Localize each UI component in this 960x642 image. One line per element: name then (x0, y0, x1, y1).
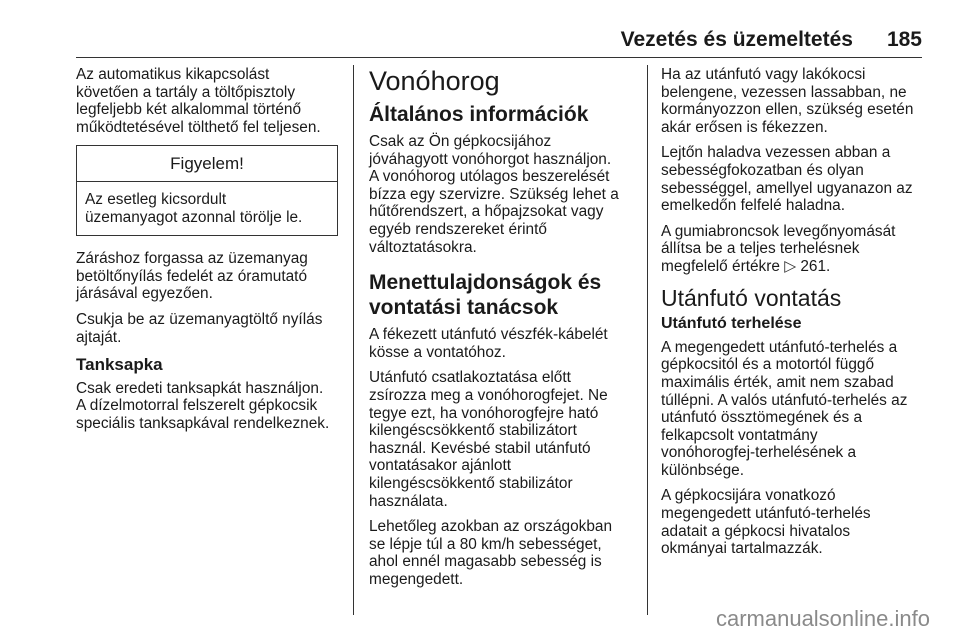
paragraph-close-door: Csukja be az üzemanyagtöltő nyílás ajtaját. (76, 310, 323, 346)
paragraph-auto-shutoff: Az automatikus kikapcsolást követően a tartály a töltőpisztoly legfeljebb két alkalommal történő működtetésével tölthető fel teljesen. (76, 66, 321, 136)
heading-tanksapka: Tanksapka (76, 355, 163, 375)
warning-box (76, 145, 338, 236)
column-divider-1 (353, 65, 354, 615)
heading-vonohorog: Vonóhorog (369, 66, 500, 96)
page-number: 185 (886, 28, 922, 51)
column-right (661, 66, 925, 566)
paragraph-close-cap: Záráshoz forgassa az üzemanyag betöltőnyílás fedelét az óramutató járásával egyezően. (76, 250, 308, 303)
heading-trailer-load: Utánfutó terhelése (661, 315, 802, 333)
column-left (76, 66, 338, 441)
watermark: carmanualsonline.info (715, 606, 930, 631)
paragraph-tanksapka: Csak eredeti tanksapkát használjon. A dízelmotorral felszerelt gépkocsik speciális tanksapkával rendelkeznek. (76, 379, 330, 432)
paragraph-grease: Utánfutó csatlakoztatása előtt zsírozza meg a vonóhorogfejet. Ne tegye ezt, ha vonóhorogfejre ható kilengéscsökkentő stabilizátort használ. Kevésbé stabil utánfutó vontatásakor ajánlott kilengéscsökkentő stabilizátor használata. (369, 369, 608, 510)
column-middle (369, 66, 635, 596)
heading-general-info: Általános információk (369, 103, 589, 126)
warning-text: Az esetleg kicsordult üzemanyagot azonnal törölje le. (85, 190, 303, 226)
page-title: Vezetés és üzemeltetés (620, 28, 853, 51)
column-divider-2 (647, 65, 648, 615)
paragraph-documents: A gépkocsijára vonatkozó megengedett utánfutó-terhelés adatait a gépkocsi hivatalos okmányai tartalmazzák. (661, 487, 871, 558)
heading-trailer-towing: Utánfutó vontatás (661, 284, 842, 311)
paragraph-brake-cable: A fékezett utánfutó vészfék-kábelét kösse a vontatóhoz. (369, 326, 608, 361)
paragraph-slope: Lejtőn haladva vezessen abban a sebességfokozatban és olyan sebességgel, amellyel ugyanazon az emelkedőn felfelé haladna. (661, 144, 913, 215)
paragraph-tire-pressure (661, 223, 925, 276)
page-header (621, 28, 922, 52)
paragraph-general-info: Csak az Ön gépkocsijához jóváhagyott vonóhorgot használjon. A vonóhorog utólagos beszerelését bízza egy szervizre. Szükség lehet a hűtőrendszert, a hőpajzsokat vagy egyéb rendszereket érintő változtatásokra. (369, 133, 619, 256)
heading-driving-tips: Menettulajdonságok és vontatási tanácsok (369, 271, 602, 320)
paragraph-trailer-load: A megengedett utánfutó-terhelés a gépkocsitól és a motortól függő maximális érték, amit nem szabad túllépni. A valós utánfutó-terhelés az utánfutó össztömegének és a felkapcsolt vontatmány vonóhorogfej-terhelésének a különbsége. (661, 338, 908, 479)
paragraph-speed-limit: Lehetőleg azokban az országokban se lépje túl a 80 km/h sebességet, ahol ennél magasabb sebesség is megengedett. (369, 518, 613, 588)
page-reference[interactable]: 261. (800, 257, 831, 275)
warning-title: Figyelem! (77, 146, 337, 182)
arrow-ref-icon[interactable]: ▷ (784, 257, 797, 275)
paragraph-sway: Ha az utánfutó vagy lakókocsi belengene, vezessen lassabban, ne kormányozzon ellen, szükség esetén akár erősen is fékezzen. (661, 66, 914, 136)
tire-pressure-text: A gumiabroncsok levegőnyomását állítsa be a teljes terhelésnek megfelelő értékre (661, 222, 896, 275)
header-rule (76, 57, 922, 58)
